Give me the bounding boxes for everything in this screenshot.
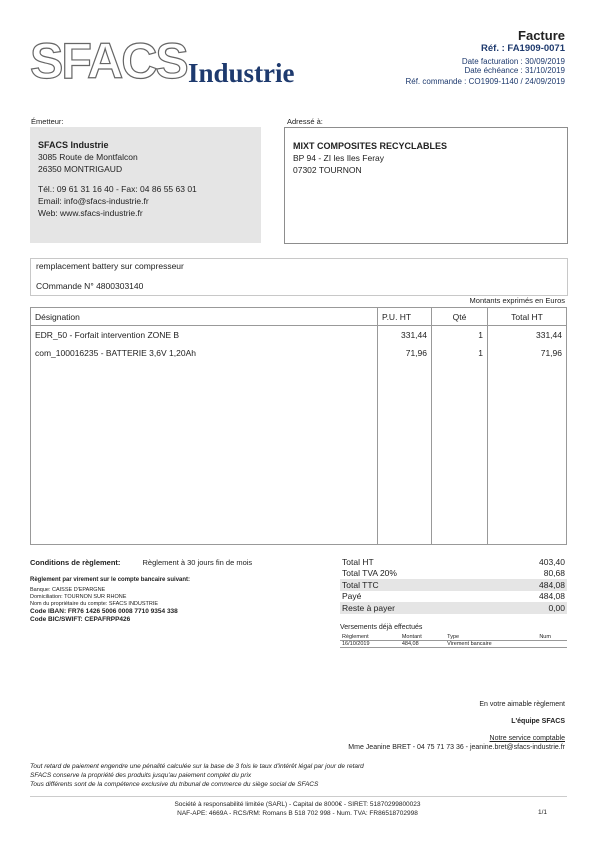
company-logo xyxy=(30,30,320,92)
adresse-address2: 07302 TOURNON xyxy=(293,165,362,175)
invoice-date: Date facturation : 30/09/2019 xyxy=(461,57,565,66)
table-row xyxy=(31,326,567,345)
emetteur-phone: Tél.: 09 61 31 16 40 - Fax: 04 86 55 63 01 xyxy=(38,184,197,194)
emetteur-box xyxy=(30,127,261,243)
note-line1: remplacement battery sur compresseur xyxy=(36,261,184,271)
payments-col-reglement: Règlement xyxy=(340,634,400,641)
row-designation: com_100016235 - BATTERIE 3,6V 1,20Ah xyxy=(31,344,378,362)
signature-line3: Notre service comptable xyxy=(489,735,565,742)
total-label: Payé xyxy=(342,591,362,602)
signature-line1: En votre aimable règlement xyxy=(479,701,565,708)
total-value: 403,40 xyxy=(539,556,565,567)
payment-num xyxy=(537,641,567,648)
logo-text: SFACS xyxy=(30,33,187,89)
emetteur-address2: 26350 MONTRIGAUD xyxy=(38,164,123,174)
emetteur-label: Émetteur: xyxy=(31,117,64,126)
due-date: Date échéance : 31/10/2019 xyxy=(464,66,565,75)
totals-row xyxy=(340,579,567,591)
payments-table xyxy=(340,634,567,648)
note-line2: COmmande N° 4800303140 xyxy=(36,281,144,291)
emetteur-email: Email: info@sfacs-industrie.fr xyxy=(38,196,149,206)
signature-line2: L'équipe SFACS xyxy=(511,718,565,725)
document-title: Facture xyxy=(518,28,565,43)
invoice-lines-table xyxy=(30,307,567,545)
total-value: 0,00 xyxy=(490,602,567,614)
row-total: 71,96 xyxy=(488,344,567,362)
note-box xyxy=(30,258,568,296)
order-ref: Réf. commande : CO1909-1140 / 24/09/2019 xyxy=(405,77,565,86)
row-pu: 331,44 xyxy=(378,326,432,345)
legal-line3: Tous différents sont de la compétence exclusive du tribunal de commerce du siège social de SFACS xyxy=(30,781,319,788)
footer-line1: Société à responsabilité limitée (SARL) - Capital de 8000€ - SIRET: 51870299800023 xyxy=(174,801,421,808)
payments-title: Versements déjà effectués xyxy=(340,624,423,631)
total-value: 484,08 xyxy=(490,579,567,591)
adresse-name: MIXT COMPOSITES RECYCLABLES xyxy=(293,141,448,151)
col-designation: Désignation xyxy=(31,308,378,326)
table-filler-row xyxy=(31,362,567,545)
logo-sub: Industrie xyxy=(188,58,295,88)
emetteur-web: Web: www.sfacs-industrie.fr xyxy=(38,208,143,218)
bank-domiciliation: Domiciliation: TOURNON SUR RHONE xyxy=(30,594,127,600)
conditions-block xyxy=(30,558,252,624)
payment-type: Virement bancaire xyxy=(445,641,537,648)
footer-divider xyxy=(30,796,567,797)
total-value: 80,68 xyxy=(543,568,565,579)
row-pu: 71,96 xyxy=(378,344,432,362)
payments-col-type: Type xyxy=(445,634,537,641)
totals-row xyxy=(340,568,567,580)
currency-note: Montants exprimés en Euros xyxy=(469,296,565,305)
page-number: 1/1 xyxy=(537,809,547,816)
payments-col-num: Num xyxy=(537,634,567,641)
company-footer xyxy=(0,800,595,818)
totals-table xyxy=(340,556,567,614)
adresse-label: Adressé à: xyxy=(287,117,323,126)
legal-mentions xyxy=(30,762,364,789)
virement-label: Règlement par virement sur le compte bancaire suivant: xyxy=(30,577,191,583)
invoice-ref: Réf. : FA1909-0071 xyxy=(481,43,565,54)
payments-row xyxy=(340,641,567,648)
col-pu: P.U. HT xyxy=(378,308,432,326)
total-label: Reste à payer xyxy=(340,602,490,614)
totals-row xyxy=(340,602,567,614)
col-qte: Qté xyxy=(432,308,488,326)
total-label: Total TTC xyxy=(340,579,490,591)
totals-row xyxy=(340,556,567,568)
legal-line2: SFACS conserve la propriété des produits jusqu'au paiement complet du prix xyxy=(30,772,252,779)
total-value: 484,08 xyxy=(539,591,565,602)
col-total: Total HT xyxy=(488,308,567,326)
payment-date: 16/10/2019 xyxy=(340,641,400,648)
signature-contact: Mme Jeanine BRET - 04 75 71 73 36 - jeanine.bret@sfacs-industrie.fr xyxy=(348,744,565,751)
total-label: Total TVA 20% xyxy=(342,568,397,579)
footer-line2: NAF-APE: 4669A - RCS/RM: Romans B 518 702 998 - Num. TVA: FR86518702998 xyxy=(177,810,418,817)
bank-name: Banque: CAISSE D'EPARGNE xyxy=(30,587,106,593)
legal-line1: Tout retard de paiement engendre une pénalité calculée sur la base de 3 fois le taux d'intérêt légal par jour de retard xyxy=(30,763,364,770)
row-qte: 1 xyxy=(432,326,488,345)
payment-amount: 484,08 xyxy=(400,641,445,648)
total-label: Total HT xyxy=(342,556,374,567)
emetteur-name: SFACS Industrie xyxy=(38,140,109,150)
adresse-address1: BP 94 - ZI les Iles Feray xyxy=(293,153,385,163)
payments-col-montant: Montant xyxy=(400,634,445,641)
row-total: 331,44 xyxy=(488,326,567,345)
row-designation: EDR_50 - Forfait intervention ZONE B xyxy=(31,326,378,345)
payments-block xyxy=(340,624,567,648)
account-owner: Nom du propriétaire du compte: SFACS INDUSTRIE xyxy=(30,601,159,607)
conditions-label: Conditions de règlement: xyxy=(30,558,121,567)
table-row xyxy=(31,344,567,362)
row-qte: 1 xyxy=(432,344,488,362)
conditions-value: Règlement à 30 jours fin de mois xyxy=(142,558,253,567)
bic: Code BIC/SWIFT: CEPAFRPP426 xyxy=(30,616,131,623)
adresse-box xyxy=(284,127,568,244)
emetteur-address1: 3085 Route de Montfalcon xyxy=(38,152,138,162)
totals-row xyxy=(340,591,567,603)
iban: Code IBAN: FR76 1426 5006 0008 7710 9354 338 xyxy=(30,608,178,615)
